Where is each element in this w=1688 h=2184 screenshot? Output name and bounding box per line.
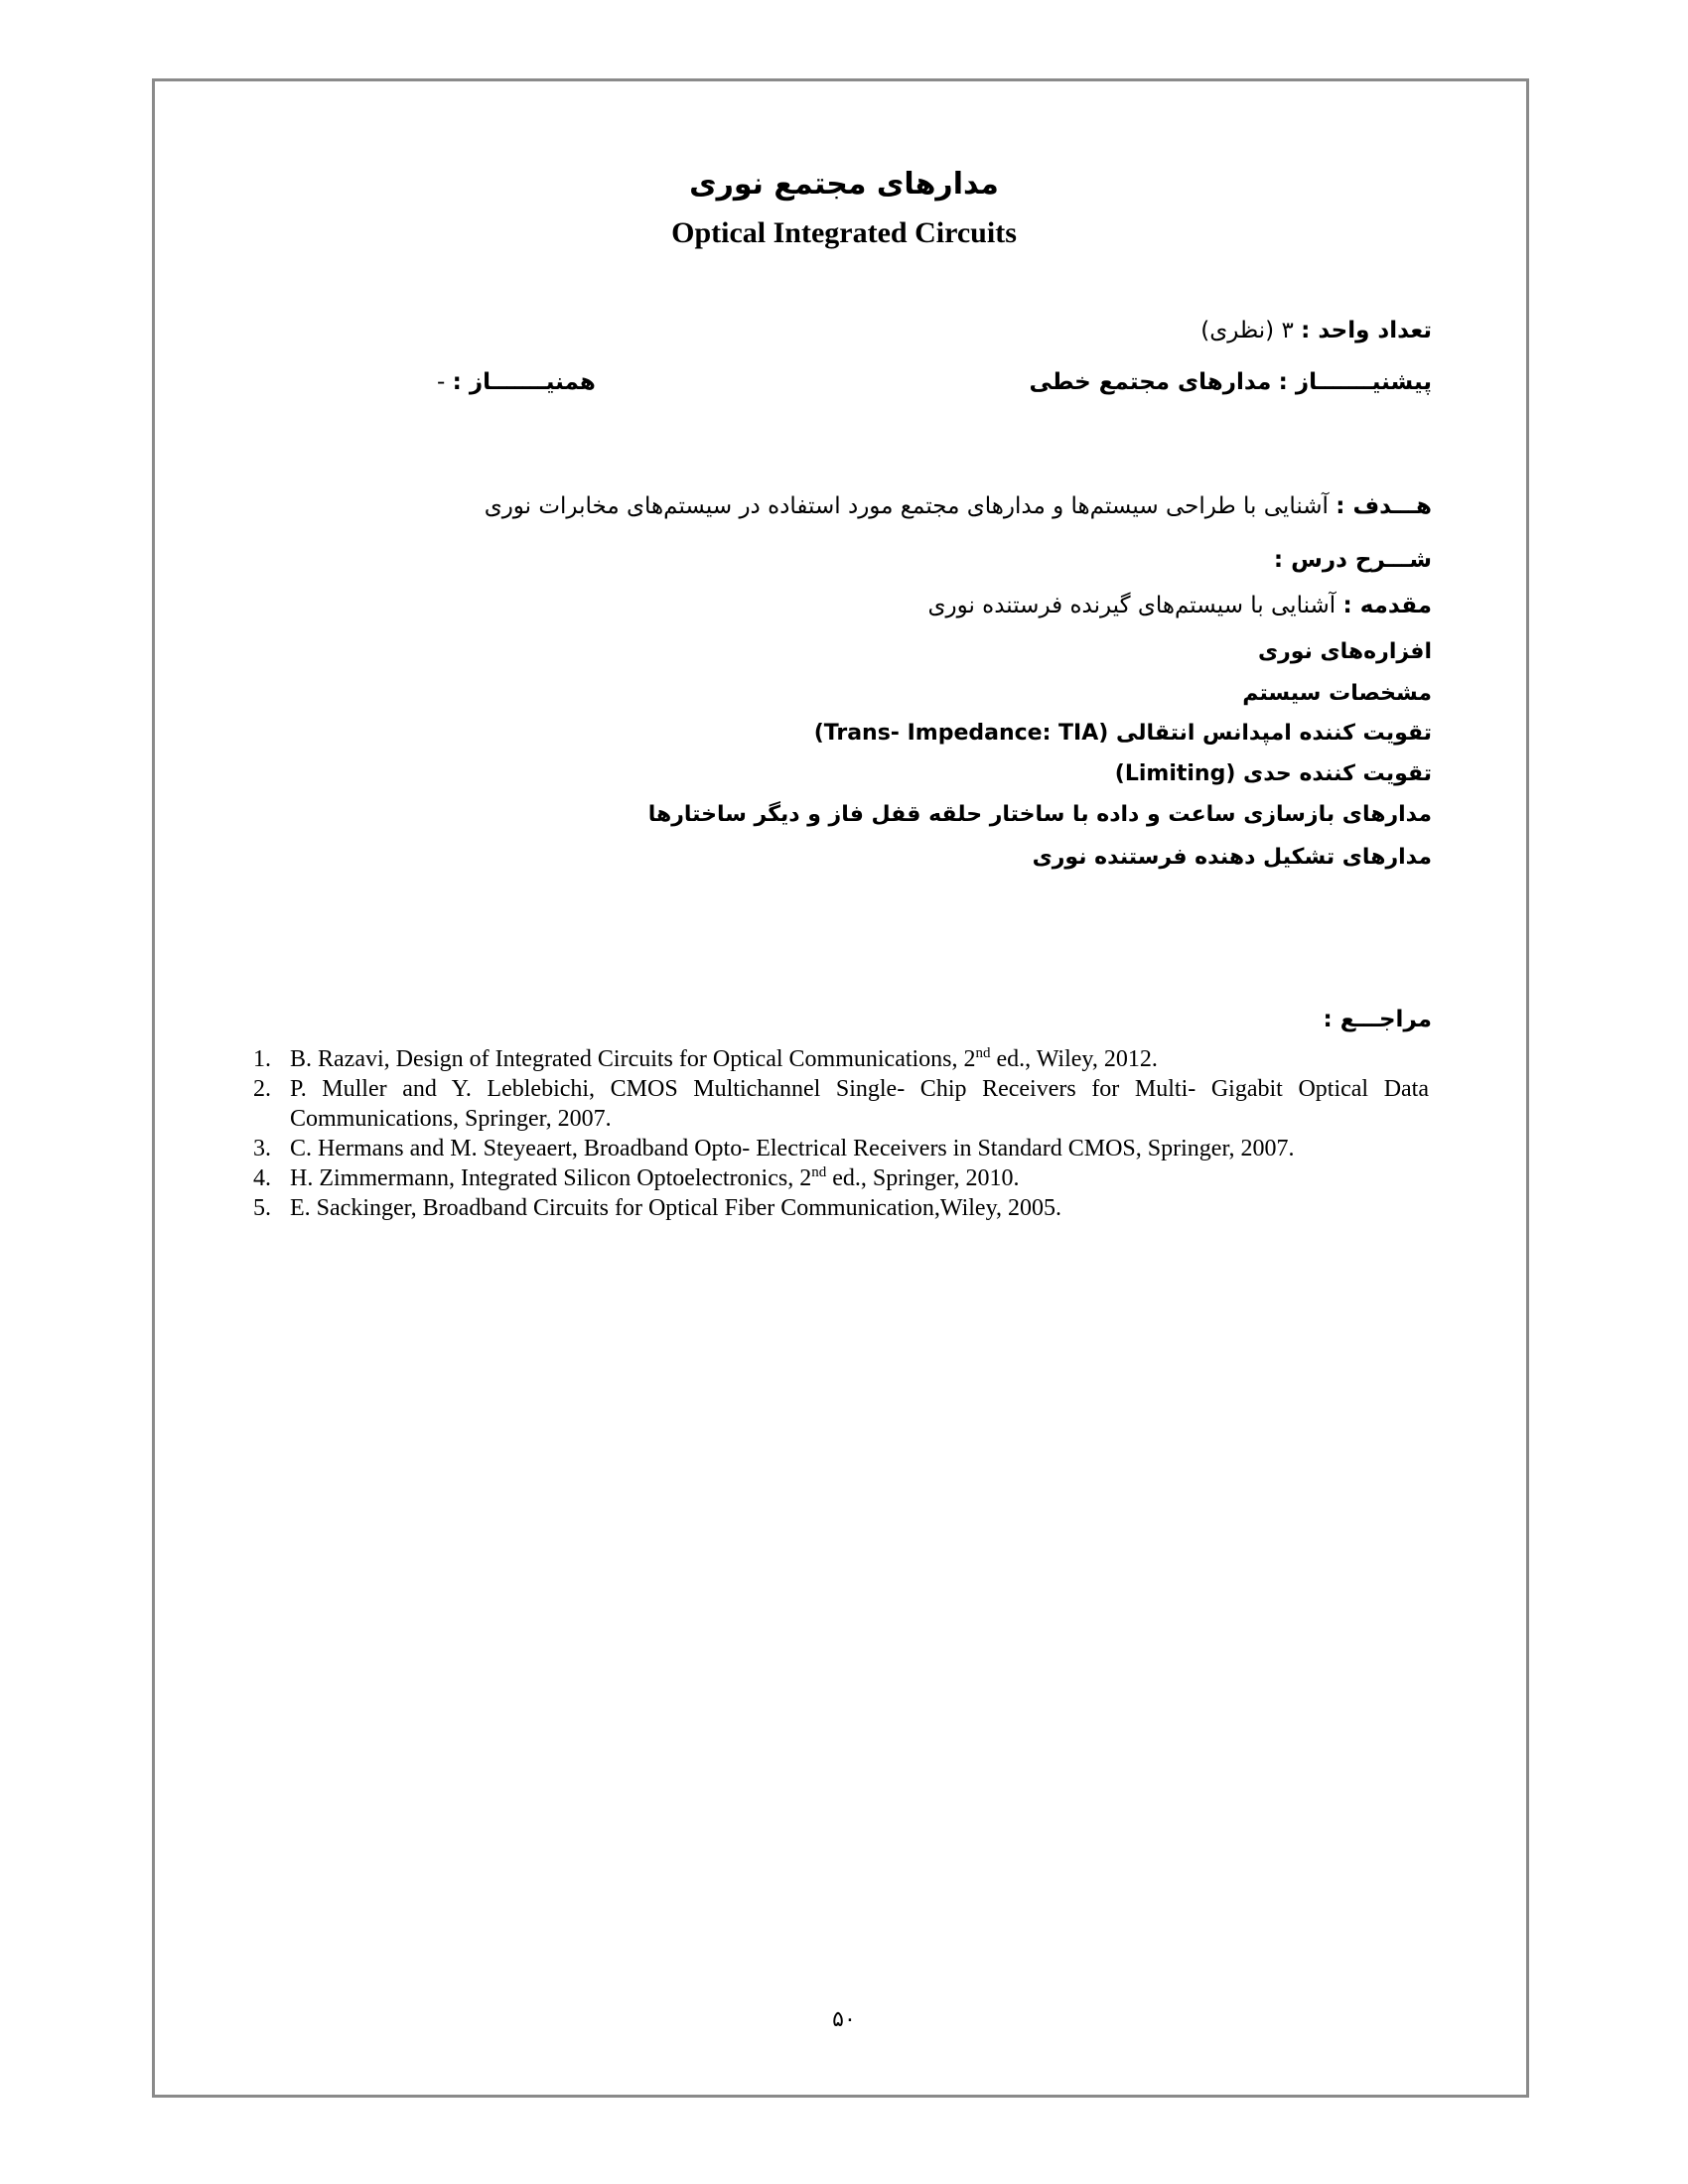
units-line [1200,318,1432,343]
units-label: تعداد واحد : [1301,318,1432,343]
prerequisite-line [1029,369,1432,395]
intro-label: مقدمه : [1342,593,1432,618]
corequisite-value: - [437,369,446,395]
references-heading: مراجـــع : [1323,1007,1432,1032]
syllabus-item: مدارهای بازسازی ساعت و داده با ساختار حلقه قفل فاز و دیگر ساختارها [647,802,1432,827]
intro-value: آشنایی با سیستم‌های گیرنده فرستنده نوری [927,593,1336,618]
syllabus-item: مشخصات سیستم [1242,681,1432,706]
course-title-fa: مدارهای مجتمع نوری [689,167,999,202]
syllabus-item: تقویت کننده امپدانس انتقالی (Trans- Impedance: TIA) [813,721,1432,746]
prerequisite-label: پیشنیـــــــاز : [1278,369,1432,395]
reference-item: 4. H. Zimmermann, Integrated Silicon Optoelectronics, 2nd ed., Springer, 2010. [253,1164,1020,1191]
syllabus-item: مدارهای تشکیل دهنده فرستنده نوری [1032,845,1432,870]
corequisite-line [437,369,596,395]
syllabus-item: تقویت کننده حدی (Limiting) [1114,761,1432,786]
units-value: ۳ (نظری) [1200,318,1294,343]
reference-item: 1. B. Razavi, Design of Integrated Circuits for Optical Communications, 2nd ed., Wiley, 2012. [253,1045,1158,1072]
references-list [253,1044,1429,1223]
intro-line [927,593,1432,618]
page-number: ۵۰ [832,2007,856,2032]
description-heading: شـــرح درس : [1273,547,1432,573]
course-title-en: Optical Integrated Circuits [671,216,1017,249]
corequisite-label: همنیـــــــاز : [452,369,596,395]
prerequisite-value: مدارهای مجتمع خطی [1029,369,1272,395]
objective-value: آشنایی با طراحی سیستم‌ها و مدارهای مجتمع مورد استفاده در سیستم‌های مخابرات نوری [484,493,1329,519]
reference-item: 5. E. Sackinger, Broadband Circuits for Optical Fiber Communication,Wiley, 2005. [253,1195,1062,1221]
objective-line [485,493,1432,519]
syllabus-item: افزاره‌های نوری [1257,639,1432,664]
objective-label: هـــدف : [1336,493,1432,519]
reference-item: 3. C. Hermans and M. Steyeaert, Broadband Opto- Electrical Receivers in Standard CMOS, Springer, 2007. [253,1136,1295,1161]
reference-item: 2. P. Muller and Y. Leblebichi, CMOS Multichannel Single- Chip Receivers for Multi- Gigabit Optical Data Communications, Springer, 2007. [253,1076,1429,1132]
